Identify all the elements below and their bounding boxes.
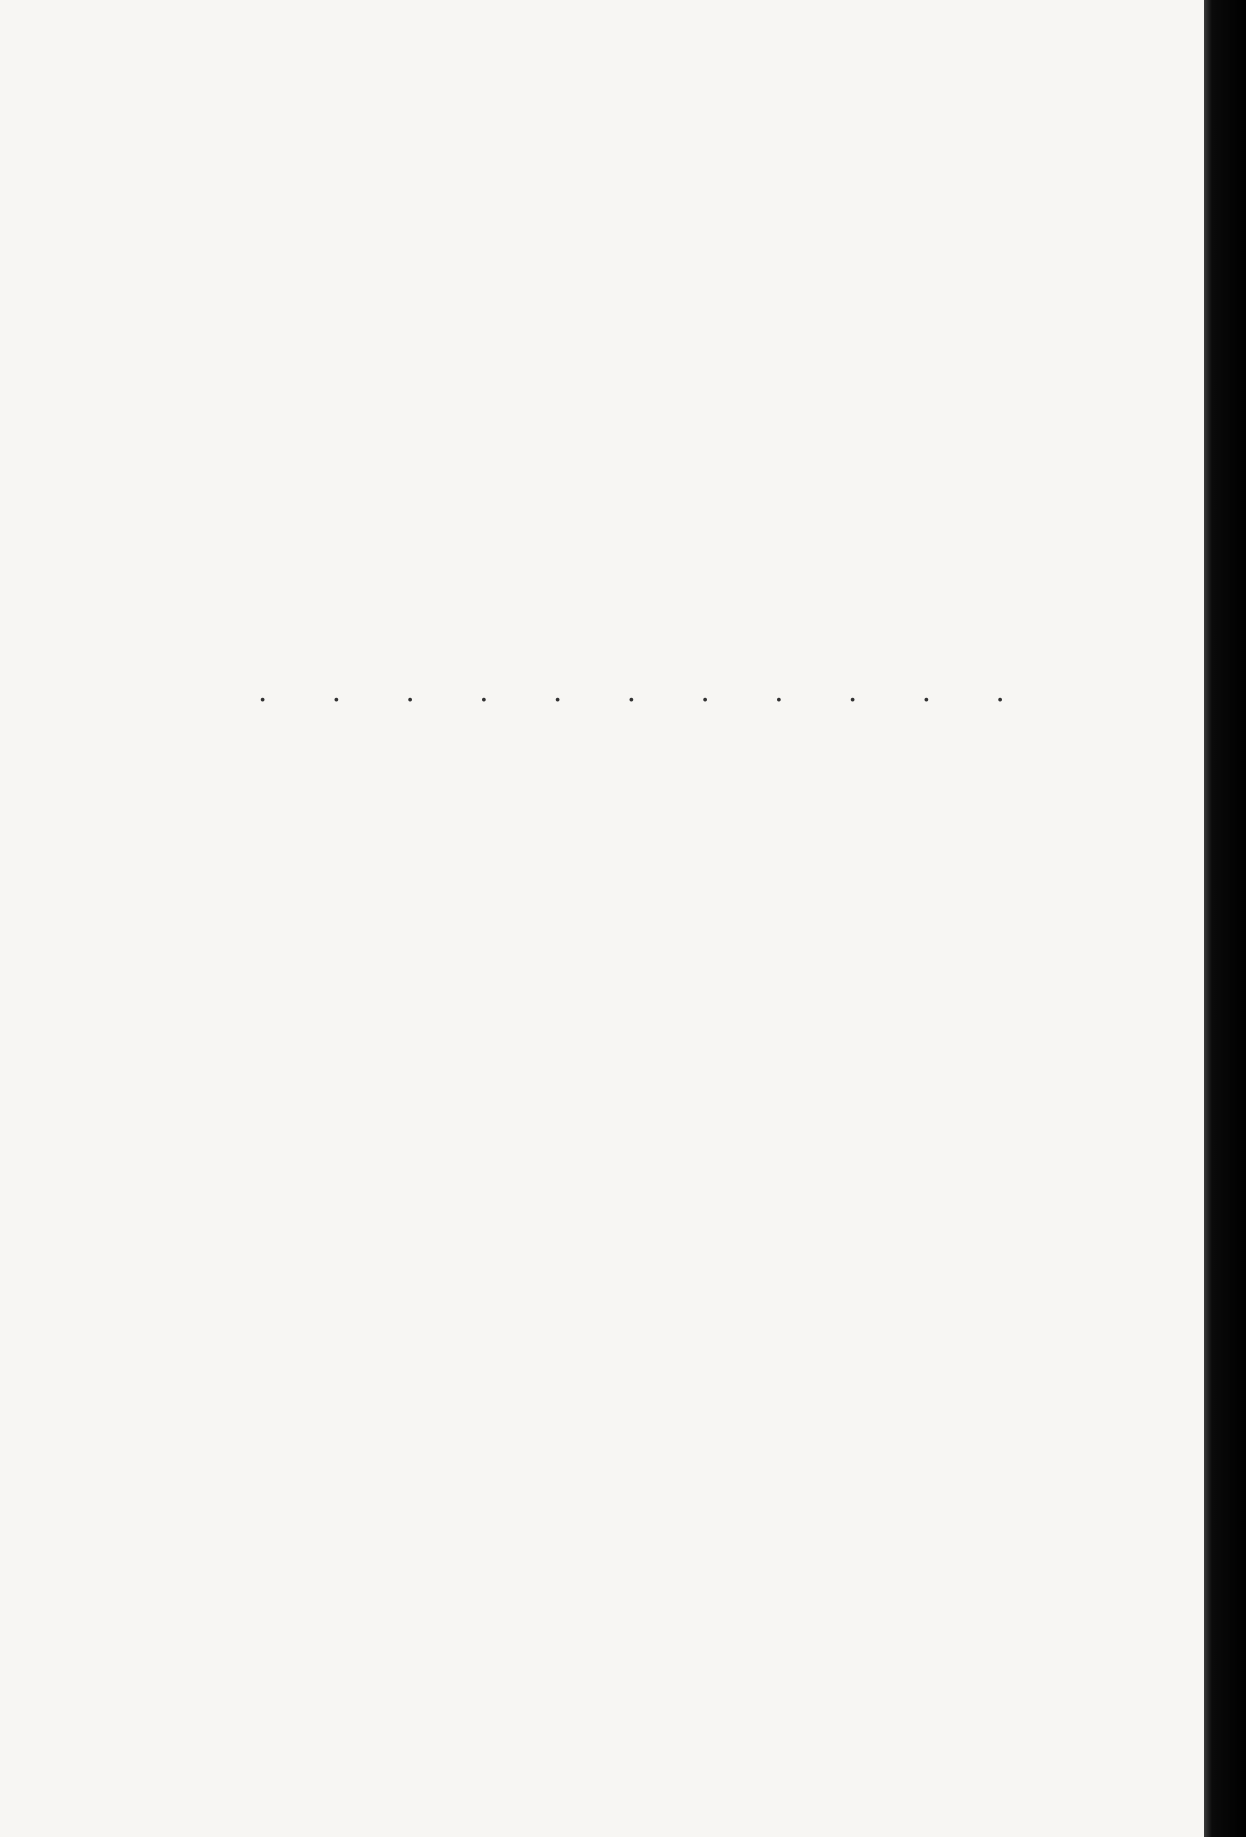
- page-header: [184, 132, 1084, 172]
- chapter-contents-list: [184, 628, 1084, 719]
- contents-entry-line1: [184, 628, 1084, 674]
- page-edge-shadow: [1204, 0, 1246, 1837]
- contents-entry-line2: [184, 674, 1084, 720]
- leader-dots: [258, 674, 1020, 708]
